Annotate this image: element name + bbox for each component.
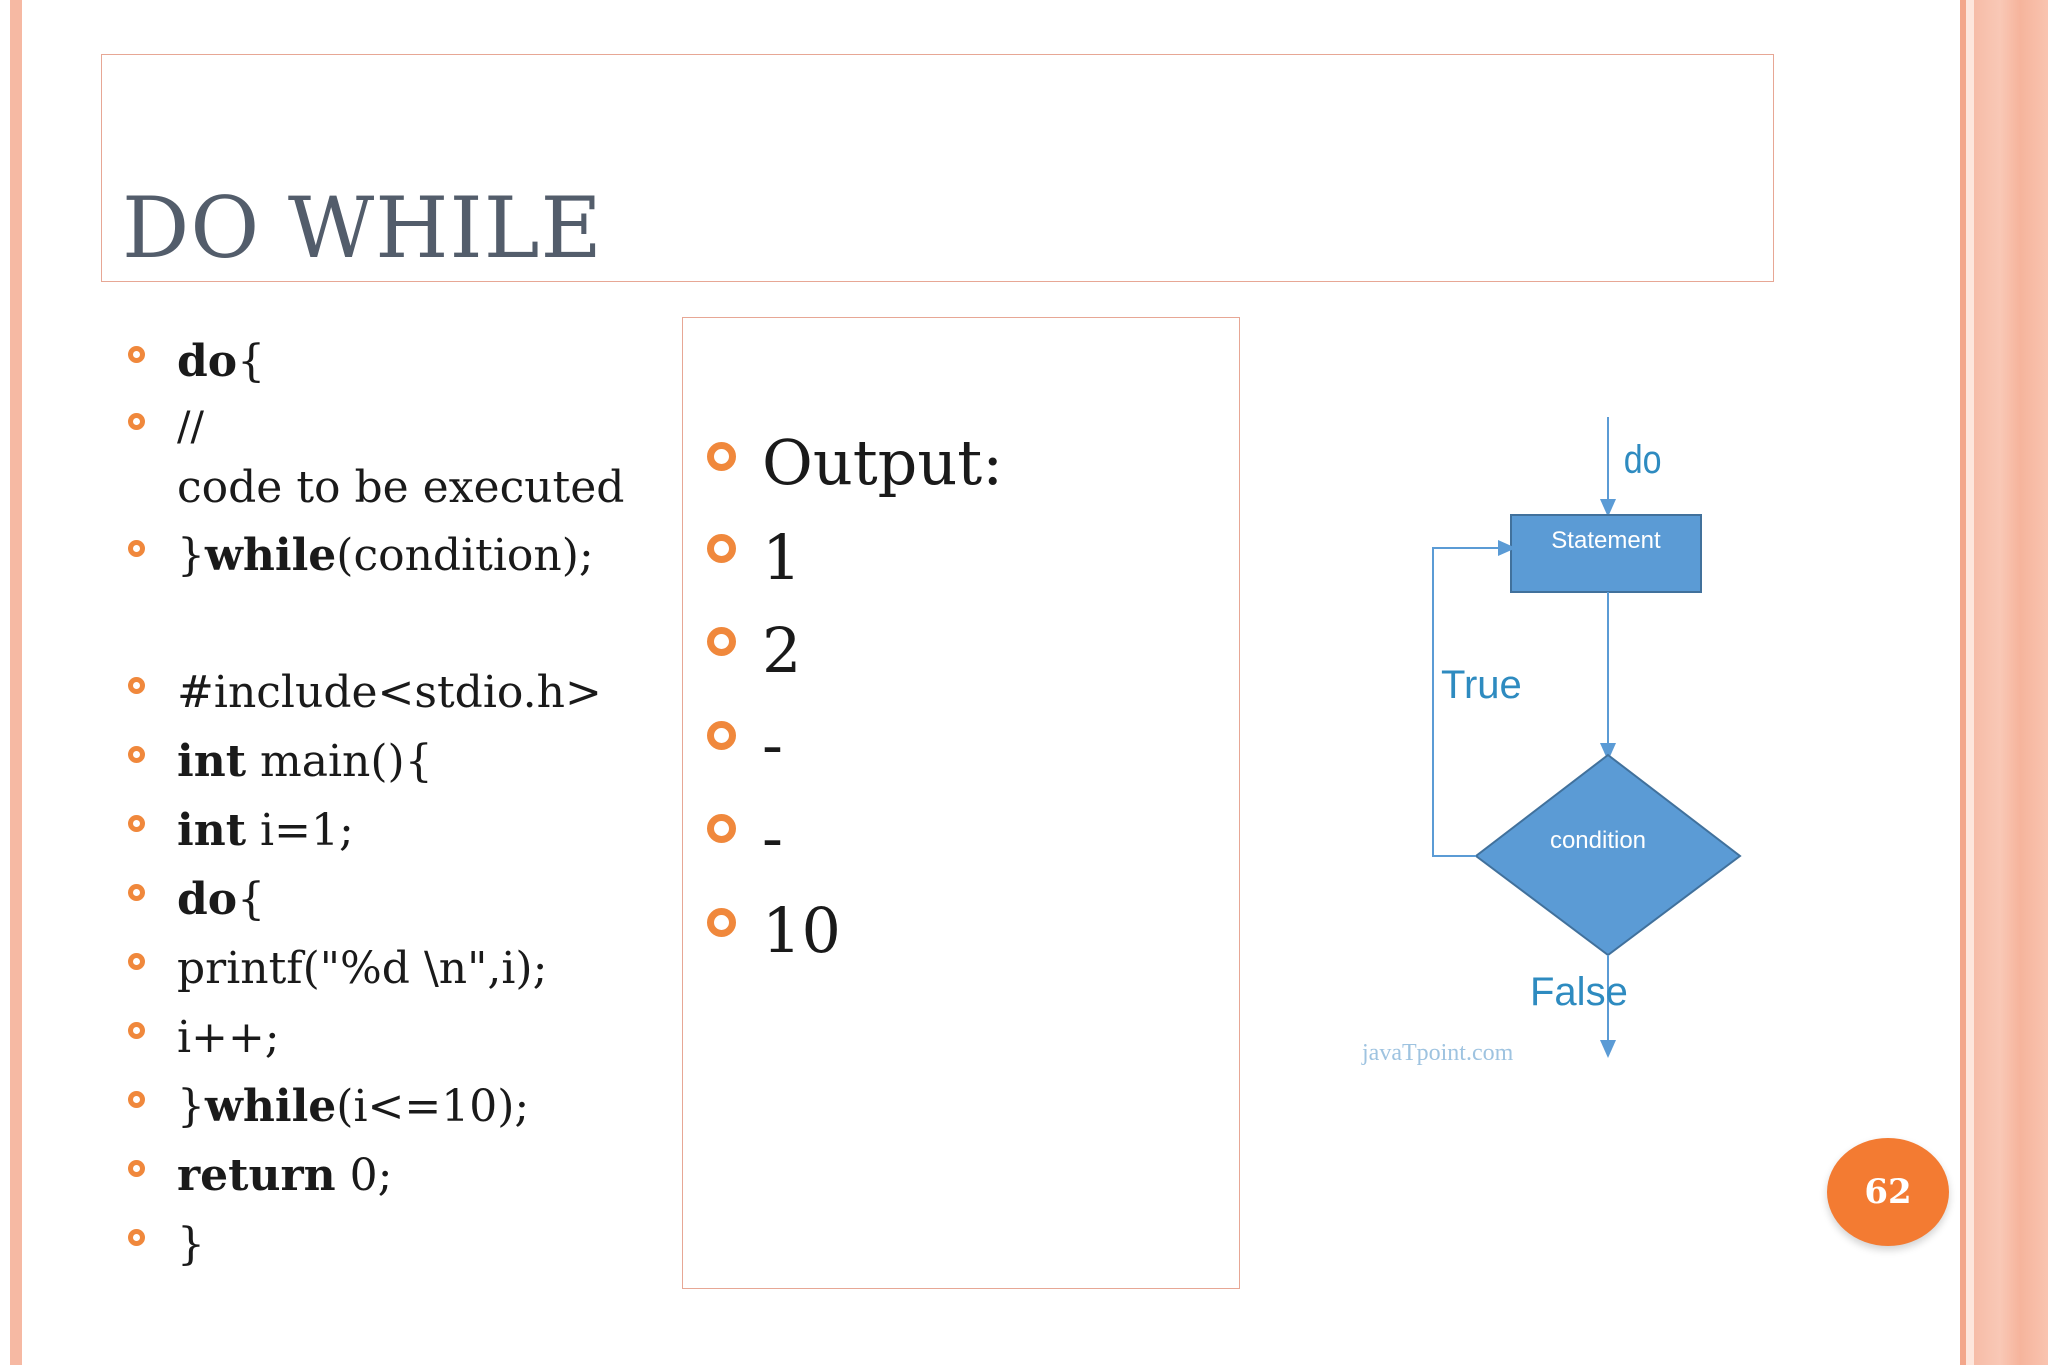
bullet-icon	[707, 908, 736, 937]
syntax-line: //	[177, 404, 204, 450]
output-line: -	[762, 708, 783, 781]
output-heading: Output:	[762, 426, 1004, 499]
syntax-line: code to be executed	[177, 462, 625, 513]
page-number-badge: 62	[1827, 1138, 1949, 1246]
bullet-icon	[128, 746, 145, 763]
title-box	[101, 54, 1774, 282]
code-line: }while(i<=10);	[177, 1081, 530, 1132]
do-label: do	[1623, 436, 1662, 482]
code-line: printf("%d \n",i);	[177, 943, 548, 994]
bullet-icon	[707, 442, 736, 471]
bullet-icon	[128, 1229, 145, 1246]
false-label: False	[1530, 970, 1628, 1014]
output-line: 10	[762, 894, 841, 967]
statement-label: Statement	[1551, 527, 1661, 554]
bullet-icon	[128, 677, 145, 694]
code-line: do{	[177, 874, 266, 925]
output-line: -	[762, 801, 783, 874]
output-line: 1	[762, 521, 802, 594]
bullet-icon	[707, 534, 736, 563]
condition-label: condition	[1549, 827, 1647, 854]
code-line: i++;	[177, 1012, 280, 1063]
bullet-icon	[128, 1160, 145, 1177]
slide-title: DO WHILE	[122, 179, 603, 277]
true-label: True	[1441, 663, 1522, 707]
bullet-icon	[707, 627, 736, 656]
bullet-icon	[128, 346, 145, 363]
condition-diamond	[1476, 755, 1740, 955]
bullet-icon	[128, 540, 145, 557]
code-line: int i=1;	[177, 805, 354, 856]
code-line: }	[177, 1219, 205, 1270]
bullet-icon	[707, 814, 736, 843]
do-while-flowchart	[1350, 405, 1770, 1085]
code-line: #include<stdio.h>	[177, 667, 602, 718]
slide-left-border	[10, 0, 22, 1365]
bullet-icon	[128, 884, 145, 901]
output-line: 2	[762, 614, 802, 687]
syntax-line: }while(condition);	[177, 530, 594, 581]
code-line: return 0;	[177, 1150, 393, 1201]
bullet-icon	[128, 413, 145, 430]
syntax-line: do{	[177, 336, 266, 387]
slide-right-border	[1960, 0, 2048, 1365]
bullet-icon	[128, 1022, 145, 1039]
bullet-icon	[128, 953, 145, 970]
watermark-text: javaTpoint.com	[1362, 1040, 1514, 1066]
bullet-icon	[707, 721, 736, 750]
bullet-icon	[128, 815, 145, 832]
code-line: int main(){	[177, 736, 433, 787]
bullet-icon	[128, 1091, 145, 1108]
